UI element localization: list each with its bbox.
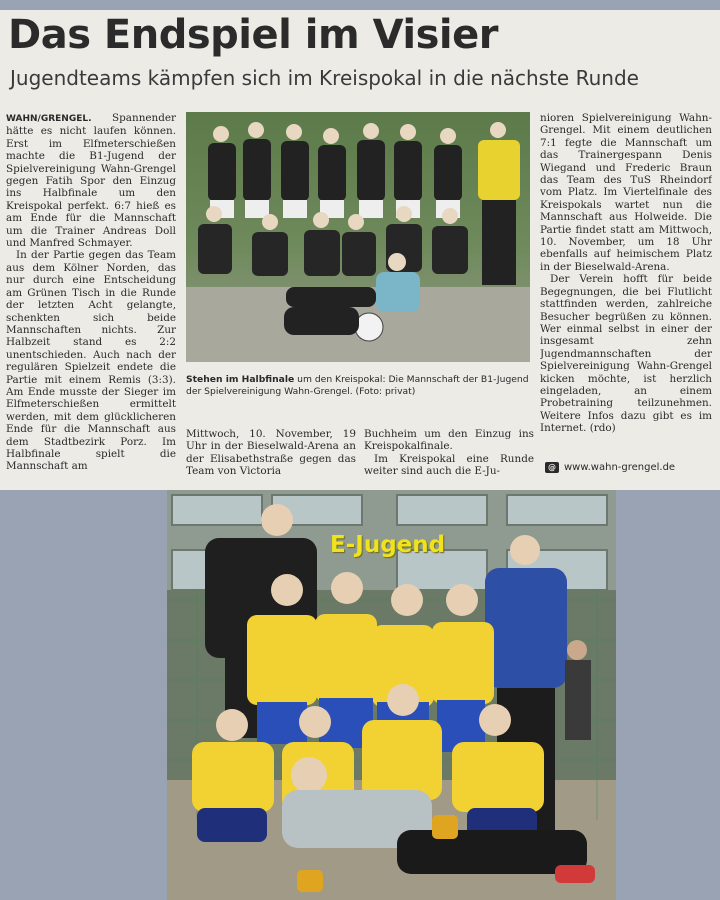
- at-icon: @: [545, 462, 559, 473]
- team-photo-b1-jugend: [186, 112, 530, 362]
- bottom1-text: Mittwoch, 10. November, 19 Uhr in der Bieselwald-Arena an der Elisabethstraße gegen das Team von Victoria: [186, 428, 356, 478]
- article-column-1: [6, 112, 176, 484]
- bottom2-paragraph-2: Im Kreispokal eine Runde weiter sind auch die E-Ju-: [364, 452, 534, 478]
- col1-paragraph-2: In der Partie gegen das Team aus dem Kölner Norden, das nur durch eine Entscheidung am Grünen Tisch in die Runde der letzten Acht gelangte, schenkten sich beide Mannschaften nichts. Zur Halbzeit stand es 2:2 unentschieden. Auch nach der regulären Spielzeit endete die Partie mit einem Remis (3:3). Am Ende musste der Sieger im Elfmeterschießen ermittelt werden, mit dem glücklicheren Ende für die Mannschaft aus dem Stadtbezirk Porz. Im Halbfinale spielt die Mannschaft am: [6, 249, 176, 473]
- col1-text: Spannender hätte es nicht laufen können. Erst im Elfmeterschießen machte die B1-Jugend der Spielvereinigung Wahn-Grengel gegen Fatih Spor den Einzug ins Halbfinale um den Kreispokal perfekt. 6:7 hieß es am Ende für die Mannschaft um die Trainer Andreas Doll und Manfred Schmayer.: [6, 112, 176, 250]
- headline: Das Endspiel im Visier: [8, 12, 498, 58]
- caption-bold: Stehen im Halbfinale: [186, 374, 295, 385]
- subheadline: Jugendteams kämpfen sich im Kreispokal in die nächste Runde: [10, 66, 639, 90]
- article-column-4: [540, 112, 712, 452]
- photo-caption: [186, 374, 532, 398]
- article-column-3: [364, 428, 534, 490]
- bottom2-text: Buchheim um den Einzug ins Kreispokalfinale.: [364, 428, 534, 453]
- website-url: www.wahn-grengel.de: [564, 462, 676, 473]
- col3-text: nioren Spielvereinigung Wahn-Grengel. Mit einem deutlichen 7:1 fegte die Mannschaft um das Trainergespann Denis Wiegand und Frederic Braun das Team des TuS Rheindorf vom Platz. Im Viertelfinale des Kreispokals wartet nun die Mannschaft aus Holweide. Die Partie findet statt am Mittwoch, 10. November, um 18 Uhr ebenfalls auf heimischem Platz in der Bieselwald-Arena.: [540, 112, 712, 273]
- caption-text: um den Kreispokal: Die Mannschaft der B1-Jugend der Spielvereinigung Wahn-Grengel. (Foto: privat): [186, 374, 529, 397]
- col3-paragraph-2: Der Verein hofft für beide Begegnungen, die bei Flutlicht stattfinden werden, zahlreiche Besucher begrüßen zu können. Wer einmal selbst in einer der insgesamt zehn Jugendmannschaften der Spielvereinigung Wahn-Grengel kicken möchte, ist herzlich eingeladen, an einem Probetraining teilzunehmen. Weitere Infos dazu gibt es im Internet. (rdo): [540, 273, 712, 435]
- article-column-2: [186, 428, 356, 490]
- website-reference: [545, 462, 675, 473]
- top-border: [0, 0, 720, 10]
- dateline: WAHN/GRENGEL.: [6, 114, 92, 124]
- photo-label-e-jugend: E-Jugend: [330, 532, 446, 558]
